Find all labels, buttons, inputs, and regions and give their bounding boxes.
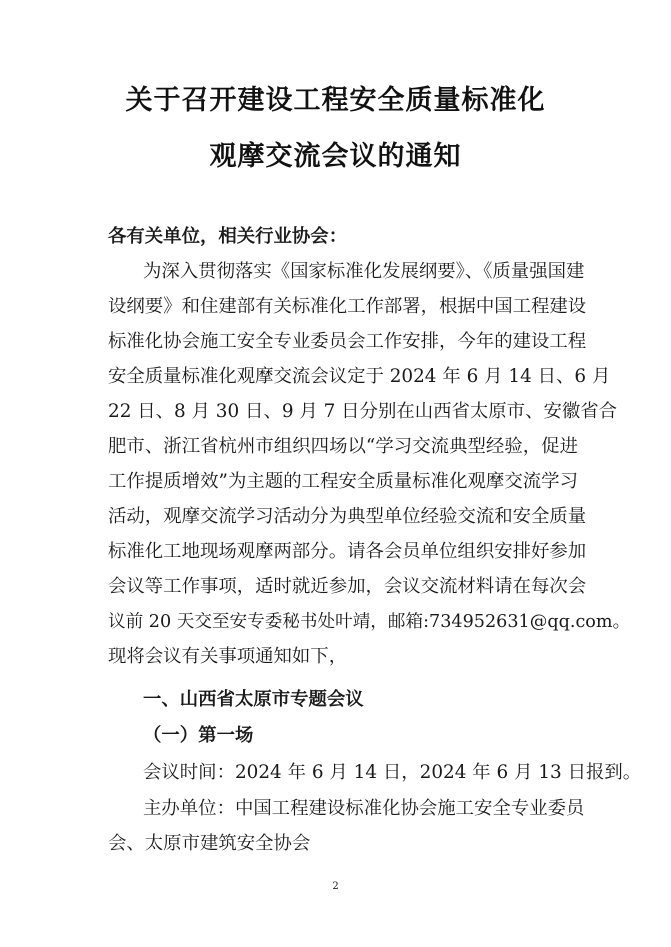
meeting-time: 会议时间：2024 年 6 月 14 日，2024 年 6 月 13 日报到。 xyxy=(143,762,642,783)
document-title-line-2: 观摩交流会议的通知 xyxy=(209,141,462,172)
page-number: 2 xyxy=(332,881,339,892)
body-line: 现将会议有关事项通知如下， xyxy=(108,646,348,667)
body-line: 安全质量标准化观摩交流会议定于 2024 年 6 月 14 日、6 月 xyxy=(108,366,611,387)
salutation: 各有关单位，相关行业协会： xyxy=(108,226,348,247)
subsection-heading-first-session: （一）第一场 xyxy=(143,725,254,746)
body-line: 活动，观摩交流学习活动分为典型单位经验交流和安全质量 xyxy=(108,506,587,527)
section-heading-taiyuan: 一、山西省太原市专题会议 xyxy=(143,689,364,710)
body-line: 标准化工地现场观摩两部分。请各会员单位组织安排好参加 xyxy=(108,541,587,562)
body-line: 工作提质增效”为主题的工程安全质量标准化观摩交流学习 xyxy=(108,471,578,492)
organizer-line-1: 主办单位：中国工程建设标准化协会施工安全专业委员 xyxy=(143,798,585,819)
document-title-line-1: 关于召开建设工程安全质量标准化 xyxy=(125,85,546,116)
body-line: 设纲要》和住建部有关标准化工作部署，根据中国工程建设 xyxy=(108,296,587,317)
body-line-email: 议前 20 天交至安专委秘书处叶靖，邮箱:734952631@qq.com。 xyxy=(108,612,631,632)
body-line: 22 日、8 月 30 日、9 月 7 日分别在山西省太原市、安徽省合 xyxy=(108,401,618,422)
body-line: 标准化协会施工安全专业委员会工作安排，今年的建设工程 xyxy=(108,331,587,352)
organizer-line-2: 会、太原市建筑安全协会 xyxy=(108,833,311,854)
body-line: 为深入贯彻落实《国家标准化发展纲要》、《质量强国建 xyxy=(143,261,585,282)
body-line: 会议等工作事项，适时就近参加，会议交流材料请在每次会 xyxy=(108,576,587,597)
body-line: 肥市、浙江省杭州市组织四场以“学习交流典型经验，促进 xyxy=(108,436,578,457)
